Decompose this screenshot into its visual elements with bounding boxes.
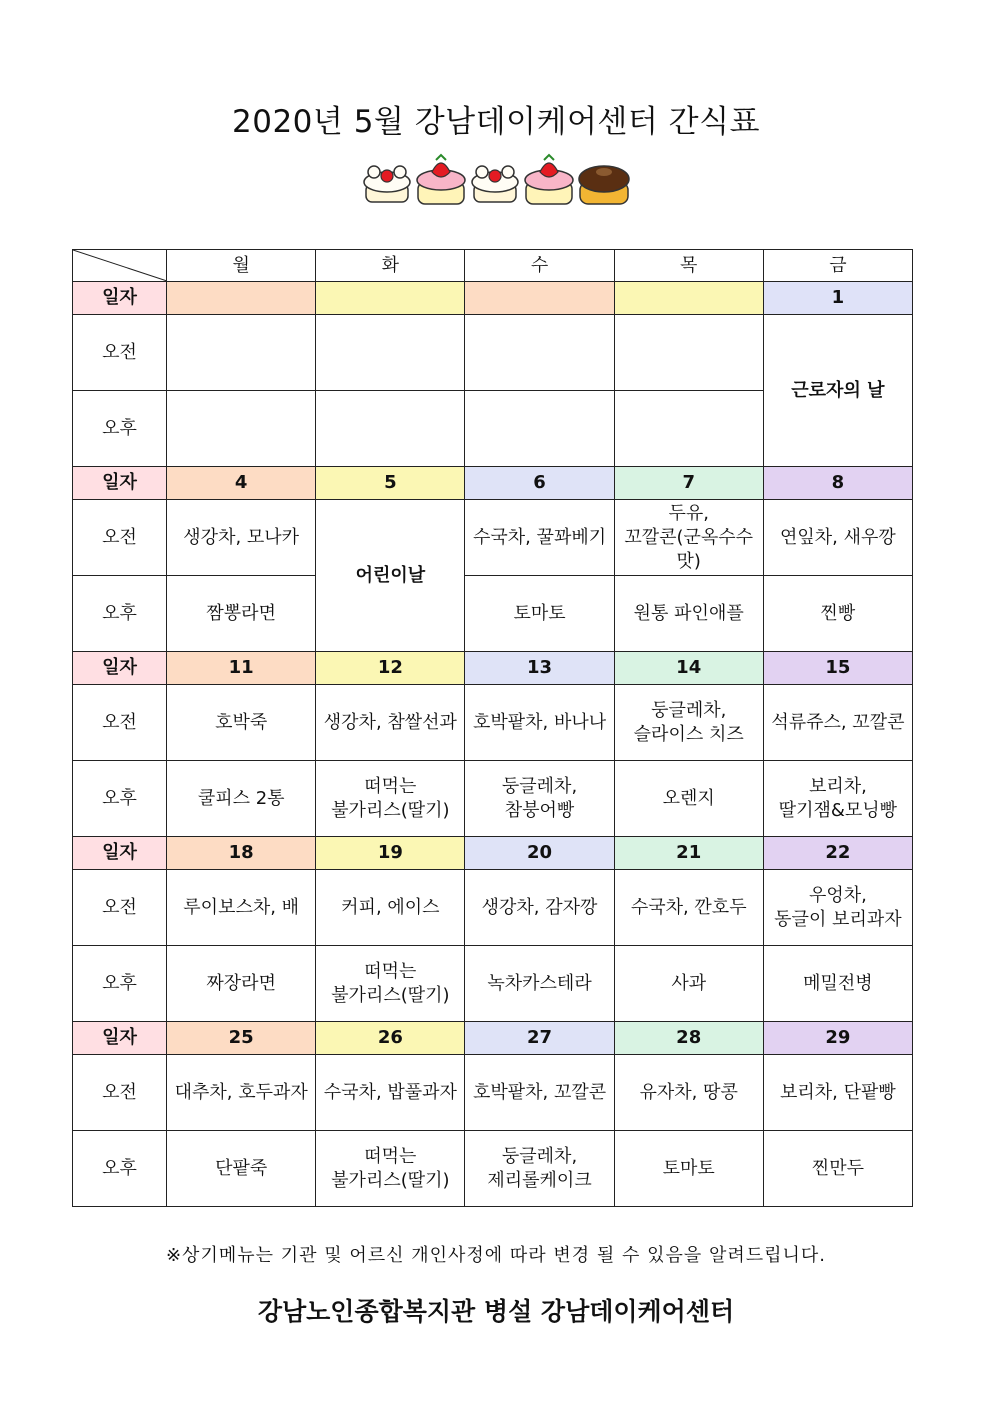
- menu-cell: 쿨피스 2통: [167, 761, 316, 837]
- date-cell: 18: [167, 837, 316, 870]
- date-cell: 22: [763, 837, 912, 870]
- pm-row: [73, 946, 913, 1022]
- menu-cell: 떠먹는 불가리스(딸기): [316, 946, 465, 1022]
- pm-label: 오후: [73, 391, 167, 467]
- menu-cell: 생강차, 모나카: [167, 500, 316, 576]
- date-cell: 5: [316, 467, 465, 500]
- date-cell: 1: [763, 282, 912, 315]
- menu-cell: 둥글레차, 참붕어빵: [465, 761, 614, 837]
- menu-cell: [465, 315, 614, 391]
- menu-cell: 둥글레차, 슬라이스 치즈: [614, 685, 763, 761]
- menu-cell: 단팥죽: [167, 1131, 316, 1207]
- date-cell: 27: [465, 1022, 614, 1055]
- pm-label: 오후: [73, 1131, 167, 1207]
- pm-label: 오후: [73, 576, 167, 652]
- menu-cell: 녹차카스테라: [465, 946, 614, 1022]
- strawberry-cake-icon: [417, 155, 465, 204]
- menu-cell: 보리차, 딸기잼&모닝빵: [763, 761, 912, 837]
- organization-name: 강남노인종합복지관 병설 강남데이케어센터: [257, 1297, 735, 1326]
- cream-cake-icon: [472, 166, 518, 202]
- change-notice: ※상기메뉴는 기관 및 어르신 개인사정에 따라 변경 될 수 있음을 알려드립니다.: [165, 1245, 827, 1266]
- am-row: [73, 500, 913, 576]
- menu-cell: [316, 315, 465, 391]
- menu-cell: 연잎차, 새우깡: [763, 500, 912, 576]
- menu-cell: 대추차, 호두과자: [167, 1055, 316, 1131]
- menu-cell: 토마토: [614, 1131, 763, 1207]
- date-cell: 14: [614, 652, 763, 685]
- menu-cell: [316, 391, 465, 467]
- date-cell: 26: [316, 1022, 465, 1055]
- weekday-tue: 화: [316, 250, 465, 282]
- date-cell: [614, 282, 763, 315]
- date-row: [73, 652, 913, 685]
- menu-cell: 보리차, 단팥빵: [763, 1055, 912, 1131]
- am-label: 오전: [73, 315, 167, 391]
- date-cell: 12: [316, 652, 465, 685]
- menu-cell: 수국차, 꿀꽈베기: [465, 500, 614, 576]
- menu-cell: 원통 파인애플: [614, 576, 763, 652]
- page-title: 2020년 5월 강남데이케어센터 간식표: [232, 104, 760, 140]
- am-label: 오전: [73, 685, 167, 761]
- cake-decoration: [360, 152, 632, 210]
- date-label: 일자: [73, 837, 167, 870]
- menu-cell: 사과: [614, 946, 763, 1022]
- menu-cell: 찐빵: [763, 576, 912, 652]
- menu-cell: 둥글레차, 제리롤케이크: [465, 1131, 614, 1207]
- menu-cell: 떠먹는 불가리스(딸기): [316, 1131, 465, 1207]
- menu-cell: 토마토: [465, 576, 614, 652]
- menu-cell: 루이보스차, 배: [167, 870, 316, 946]
- menu-cell: 찐만두: [763, 1131, 912, 1207]
- date-row: [73, 1022, 913, 1055]
- weekday-mon: 월: [167, 250, 316, 282]
- pm-row: [73, 761, 913, 837]
- menu-cell: 호박죽: [167, 685, 316, 761]
- menu-cell: [614, 391, 763, 467]
- date-cell: [316, 282, 465, 315]
- date-cell: 8: [763, 467, 912, 500]
- date-cell: 29: [763, 1022, 912, 1055]
- date-cell: [465, 282, 614, 315]
- pm-row: [73, 576, 913, 652]
- date-label: 일자: [73, 1022, 167, 1055]
- date-cell: 13: [465, 652, 614, 685]
- menu-cell: 생강차, 감자깡: [465, 870, 614, 946]
- chocolate-cake-icon: [579, 166, 629, 204]
- date-label: 일자: [73, 652, 167, 685]
- menu-cell: 오렌지: [614, 761, 763, 837]
- date-cell: 28: [614, 1022, 763, 1055]
- date-cell: 6: [465, 467, 614, 500]
- date-row: [73, 282, 913, 315]
- weekday-header-row: [73, 250, 913, 282]
- date-cell: 7: [614, 467, 763, 500]
- am-row: [73, 870, 913, 946]
- pm-label: 오후: [73, 761, 167, 837]
- strawberry-cake-icon: [525, 155, 573, 204]
- weekday-wed: 수: [465, 250, 614, 282]
- menu-cell: 떠먹는 불가리스(딸기): [316, 761, 465, 837]
- menu-cell: 짜장라면: [167, 946, 316, 1022]
- menu-cell: 수국차, 밥풀과자: [316, 1055, 465, 1131]
- weekday-thu: 목: [614, 250, 763, 282]
- snack-menu-table: [72, 249, 913, 1207]
- date-cell: 20: [465, 837, 614, 870]
- am-label: 오전: [73, 870, 167, 946]
- pm-label: 오후: [73, 946, 167, 1022]
- date-cell: 21: [614, 837, 763, 870]
- date-cell: 25: [167, 1022, 316, 1055]
- menu-cell: [167, 315, 316, 391]
- menu-cell: 호박팥차, 꼬깔콘: [465, 1055, 614, 1131]
- date-cell: [167, 282, 316, 315]
- menu-cell: 짬뽕라면: [167, 576, 316, 652]
- menu-cell: 유자차, 땅콩: [614, 1055, 763, 1131]
- am-label: 오전: [73, 1055, 167, 1131]
- menu-cell: [465, 391, 614, 467]
- date-cell: 4: [167, 467, 316, 500]
- pm-row: [73, 1131, 913, 1207]
- date-cell: 15: [763, 652, 912, 685]
- weekday-fri: 금: [763, 250, 912, 282]
- cream-cake-icon: [364, 166, 410, 202]
- date-cell: 11: [167, 652, 316, 685]
- holiday-cell: 근로자의 날: [763, 315, 912, 467]
- date-row: [73, 467, 913, 500]
- menu-cell: 생강차, 참쌀선과: [316, 685, 465, 761]
- date-label: 일자: [73, 282, 167, 315]
- menu-cell: 호박팥차, 바나나: [465, 685, 614, 761]
- menu-cell: 두유, 꼬깔콘(군옥수수맛): [614, 500, 763, 576]
- menu-cell: 메밀전병: [763, 946, 912, 1022]
- menu-cell: [167, 391, 316, 467]
- date-cell: 19: [316, 837, 465, 870]
- menu-cell: 수국차, 깐호두: [614, 870, 763, 946]
- date-label: 일자: [73, 467, 167, 500]
- date-row: [73, 837, 913, 870]
- menu-cell: [614, 315, 763, 391]
- menu-cell: 석류쥬스, 꼬깔콘: [763, 685, 912, 761]
- am-row: [73, 685, 913, 761]
- am-row: [73, 315, 913, 391]
- am-label: 오전: [73, 500, 167, 576]
- diagonal-corner-cell: [73, 250, 167, 282]
- menu-cell: 커피, 에이스: [316, 870, 465, 946]
- menu-cell: 우엉차, 동글이 보리과자: [763, 870, 912, 946]
- holiday-cell: 어린이날: [316, 500, 465, 652]
- am-row: [73, 1055, 913, 1131]
